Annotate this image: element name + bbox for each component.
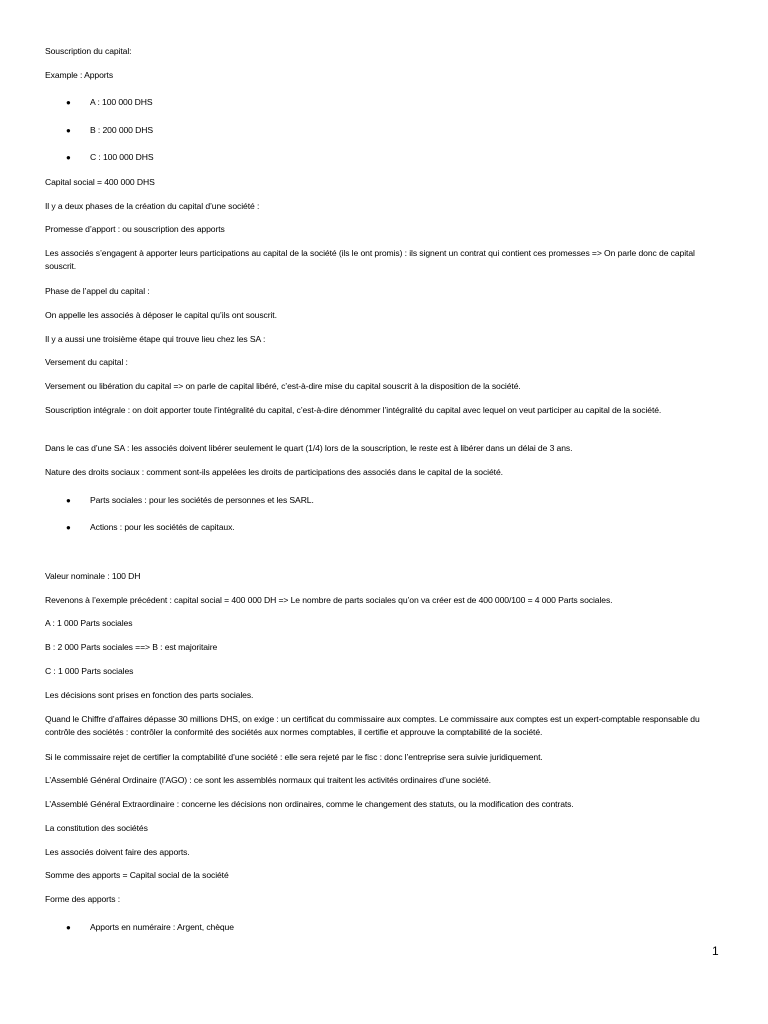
paragraph: Dans le cas d’une SA : les associés doivent libérer seulement le quart (1/4) lors de la souscription, le reste est à libérer dans un délai de 3 ans. <box>45 443 573 453</box>
page-number: 1 <box>712 944 719 958</box>
paragraph: L’Assemblé Général Ordinaire (l’AGO) : ce sont les assemblés normaux qui traitent les activités ordinaires d’une société. <box>45 775 491 785</box>
paragraph: Si le commissaire rejet de certifier la comptabilité d’une société : elle sera rejeté par le fisc : donc l’entreprise sera suivie juridiquement. <box>45 752 543 762</box>
paragraph: Forme des apports : <box>45 894 120 904</box>
paragraph: Phase de l’appel du capital : <box>45 286 150 296</box>
paragraph: Versement ou libération du capital => on parle de capital libéré, c’est-à-dire mise du capital souscrit à la disposition de la société. <box>45 381 521 391</box>
list-item: A : 100 000 DHS <box>90 97 153 107</box>
paragraph: Promesse d’apport : ou souscription des apports <box>45 224 225 234</box>
bullet-icon: ● <box>66 523 71 532</box>
paragraph: Somme des apports = Capital social de la société <box>45 870 229 880</box>
paragraph: Les associés doivent faire des apports. <box>45 847 190 857</box>
paragraph: A : 1 000 Parts sociales <box>45 618 133 628</box>
paragraph: B : 2 000 Parts sociales ==> B : est majoritaire <box>45 642 218 652</box>
paragraph: Versement du capital : <box>45 357 128 367</box>
paragraph: C : 1 000 Parts sociales <box>45 666 134 676</box>
list-item: C : 100 000 DHS <box>90 152 154 162</box>
paragraph: Revenons à l’exemple précédent : capital social = 400 000 DH => Le nombre de parts sociales qu’on va créer est de 400 000/100 = 4 000 Parts sociales. <box>45 595 613 605</box>
bullet-icon: ● <box>66 496 71 505</box>
example-label: Example : Apports <box>45 70 114 80</box>
paragraph: Souscription intégrale : on doit apporter toute l’intégralité du capital, c’est-à-dire dénommer l’intégralité du capital avec lequel on veut participer au capital de la société. <box>45 405 662 415</box>
bullet-icon: ● <box>66 126 71 135</box>
list-item: Actions : pour les sociétés de capitaux. <box>90 522 235 532</box>
paragraph: Il y a aussi une troisième étape qui trouve lieu chez les SA : <box>45 334 266 344</box>
paragraph: Nature des droits sociaux : comment sont-ils appelées les droits de participations des associés dans le capital de la société. <box>45 467 503 477</box>
section-heading: Souscription du capital: <box>45 46 132 56</box>
paragraph: Capital social = 400 000 DHS <box>45 177 155 187</box>
paragraph: Les associés s’engagent à apporter leurs participations au capital de la société (ils le ont promis) : ils signent un contrat qui contient ces promesses => On parle donc de capital souscrit. <box>45 248 695 271</box>
paragraph: Les décisions sont prises en fonction des parts sociales. <box>45 690 254 700</box>
paragraph: Il y a deux phases de la création du capital d’une société : <box>45 201 260 211</box>
paragraph: La constitution des sociétés <box>45 823 148 833</box>
paragraph: L’Assemblé Général Extraordinaire : concerne les décisions non ordinaires, comme le changement des statuts, ou la modification des contrats. <box>45 799 574 809</box>
bullet-icon: ● <box>66 153 71 162</box>
list-item: Apports en numéraire : Argent, chèque <box>90 922 234 932</box>
paragraph: Quand le Chiffre d’affaires dépasse 30 millions DHS, on exige : un certificat du commissaire aux comptes. Le commissaire aux comptes est un expert-comptable responsable du contrôle des sociétés : contrôler la conformité des sociétés aux normes comptables, il certifie et approuve la comptabilité de la société. <box>45 714 700 737</box>
list-item: Parts sociales : pour les sociétés de personnes et les SARL. <box>90 495 314 505</box>
list-item: B : 200 000 DHS <box>90 125 153 135</box>
paragraph: Valeur nominale : 100 DH <box>45 571 141 581</box>
bullet-icon: ● <box>66 923 71 932</box>
bullet-icon: ● <box>66 98 71 107</box>
paragraph: On appelle les associés à déposer le capital qu’ils ont souscrit. <box>45 310 277 320</box>
